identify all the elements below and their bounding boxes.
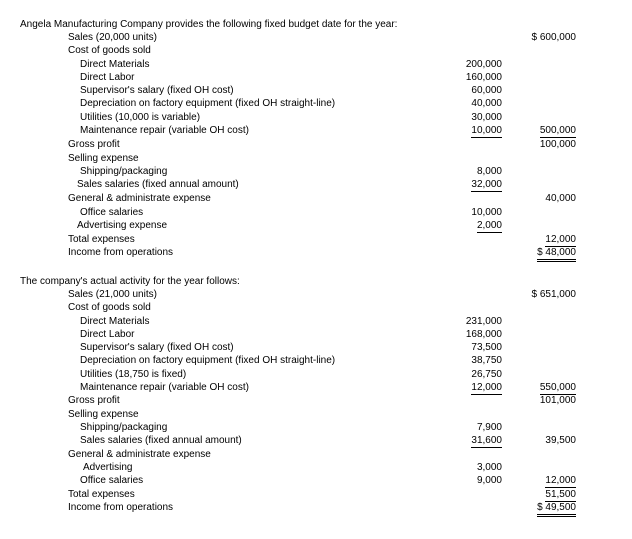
row-col2: 51,500 bbox=[545, 489, 576, 500]
row-col2: 500,000 bbox=[539, 125, 576, 136]
row-label: Advertising expense bbox=[77, 220, 168, 231]
row-col1: 200,000 bbox=[465, 59, 502, 70]
actual-row-ga-expense bbox=[0, 449, 632, 461]
row-label: Maintenance repair (variable OH cost) bbox=[80, 125, 249, 136]
row-col2: 550,000 bbox=[539, 382, 576, 393]
row-label: Depreciation on factory equipment (fixed OH straight-line) bbox=[80, 98, 336, 109]
budget-row-utilities bbox=[0, 112, 632, 124]
actual-row-sales-salaries bbox=[0, 435, 632, 447]
row-label: Sales salaries (fixed annual amount) bbox=[80, 435, 242, 446]
budget-row-sales bbox=[0, 32, 632, 44]
actual-row-gross-profit bbox=[0, 395, 632, 407]
row-col2: 40,000 bbox=[545, 193, 576, 204]
row-col2: $ 48,000 bbox=[537, 247, 576, 262]
actual-row-utilities bbox=[0, 369, 632, 381]
row-label: General & administrate expense bbox=[68, 449, 211, 460]
row-label: Total expenses bbox=[68, 489, 135, 500]
actual-row-direct-labor bbox=[0, 329, 632, 341]
budget-row-selling-expense bbox=[0, 153, 632, 165]
row-col1: 26,750 bbox=[471, 369, 502, 380]
budget-row-supervisor bbox=[0, 85, 632, 97]
row-col2: 101,000 bbox=[539, 395, 576, 406]
row-col2: 12,000 bbox=[545, 475, 576, 486]
actual-row-income bbox=[0, 502, 632, 514]
row-col1: 40,000 bbox=[471, 98, 502, 109]
row-label: Income from operations bbox=[68, 502, 174, 513]
actual-row-maintenance bbox=[0, 382, 632, 394]
row-col1: 2,000 bbox=[476, 220, 502, 231]
budget-row-cogs bbox=[0, 45, 632, 57]
budget-row-income bbox=[0, 247, 632, 259]
actual-row-cogs bbox=[0, 302, 632, 314]
row-col1: 7,900 bbox=[476, 422, 502, 433]
row-label: Shipping/packaging bbox=[80, 422, 168, 433]
actual-row-shipping bbox=[0, 422, 632, 434]
budget-intro: Angela Manufacturing Company provides the following fixed budget date for the year: bbox=[20, 19, 398, 30]
row-col2: $ 651,000 bbox=[531, 289, 576, 300]
actual-row-depreciation bbox=[0, 355, 632, 367]
budget-row-advertising bbox=[0, 220, 632, 232]
budget-row-depreciation bbox=[0, 98, 632, 110]
row-label: Direct Labor bbox=[80, 72, 135, 83]
row-label: Gross profit bbox=[68, 395, 120, 406]
budget-row-direct-materials bbox=[0, 59, 632, 71]
row-col2: 12,000 bbox=[545, 234, 576, 245]
row-label: Utilities (10,000 is variable) bbox=[80, 112, 201, 123]
row-col1: 32,000 bbox=[471, 179, 502, 190]
budget-row-direct-labor bbox=[0, 72, 632, 84]
row-col1: 3,000 bbox=[476, 462, 502, 473]
row-label: Gross profit bbox=[68, 139, 120, 150]
row-label: Office salaries bbox=[80, 207, 144, 218]
budget-intro-row bbox=[0, 19, 632, 31]
row-col1: 30,000 bbox=[471, 112, 502, 123]
row-label: Cost of goods sold bbox=[68, 45, 151, 56]
row-col1: 10,000 bbox=[471, 207, 502, 218]
row-label: Depreciation on factory equipment (fixed OH straight-line) bbox=[80, 355, 336, 366]
row-col1: 160,000 bbox=[465, 72, 502, 83]
row-col1: 73,500 bbox=[471, 342, 502, 353]
row-label: Direct Labor bbox=[80, 329, 135, 340]
actual-row-total-expenses bbox=[0, 489, 632, 501]
row-col2: $ 600,000 bbox=[531, 32, 576, 43]
row-col2: $ 49,500 bbox=[537, 502, 576, 517]
row-label: General & administrate expense bbox=[68, 193, 211, 204]
row-label: Utilities (18,750 is fixed) bbox=[80, 369, 187, 380]
row-col1: 12,000 bbox=[471, 382, 502, 393]
row-col1: 10,000 bbox=[471, 125, 502, 136]
row-col1: 8,000 bbox=[476, 166, 502, 177]
budget-row-sales-salaries bbox=[0, 179, 632, 191]
actual-intro-row bbox=[0, 276, 632, 288]
row-col1: 38,750 bbox=[471, 355, 502, 366]
row-col1: 31,600 bbox=[471, 435, 502, 446]
row-label: Income from operations bbox=[68, 247, 174, 258]
row-label: Direct Materials bbox=[80, 59, 150, 70]
row-col2: 39,500 bbox=[545, 435, 576, 446]
row-label: Cost of goods sold bbox=[68, 302, 151, 313]
actual-row-selling-expense bbox=[0, 409, 632, 421]
row-label: Supervisor's salary (fixed OH cost) bbox=[80, 85, 234, 96]
row-label: Shipping/packaging bbox=[80, 166, 168, 177]
row-label: Office salaries bbox=[80, 475, 144, 486]
budget-row-total-expenses bbox=[0, 234, 632, 246]
row-label: Sales (21,000 units) bbox=[68, 289, 157, 300]
row-label: Selling expense bbox=[68, 409, 139, 420]
actual-row-advertising bbox=[0, 462, 632, 474]
row-label: Sales salaries (fixed annual amount) bbox=[77, 179, 239, 190]
actual-row-sales bbox=[0, 289, 632, 301]
row-col1: 9,000 bbox=[476, 475, 502, 486]
row-col1: 60,000 bbox=[471, 85, 502, 96]
row-label: Total expenses bbox=[68, 234, 135, 245]
row-label: Supervisor's salary (fixed OH cost) bbox=[80, 342, 234, 353]
row-label: Direct Materials bbox=[80, 316, 150, 327]
actual-row-direct-materials bbox=[0, 316, 632, 328]
row-col1: 231,000 bbox=[465, 316, 502, 327]
budget-row-office-salaries bbox=[0, 207, 632, 219]
row-col2: 100,000 bbox=[539, 139, 576, 150]
row-label: Advertising bbox=[83, 462, 133, 473]
budget-row-shipping bbox=[0, 166, 632, 178]
actual-intro: The company's actual activity for the year follows: bbox=[20, 276, 240, 287]
budget-row-ga-expense bbox=[0, 193, 632, 205]
row-label: Sales (20,000 units) bbox=[68, 32, 157, 43]
budget-row-maintenance bbox=[0, 125, 632, 137]
actual-row-office-salaries bbox=[0, 475, 632, 487]
row-label: Selling expense bbox=[68, 153, 139, 164]
row-label: Maintenance repair (variable OH cost) bbox=[80, 382, 249, 393]
budget-row-gross-profit bbox=[0, 139, 632, 151]
actual-row-supervisor bbox=[0, 342, 632, 354]
row-col1: 168,000 bbox=[465, 329, 502, 340]
